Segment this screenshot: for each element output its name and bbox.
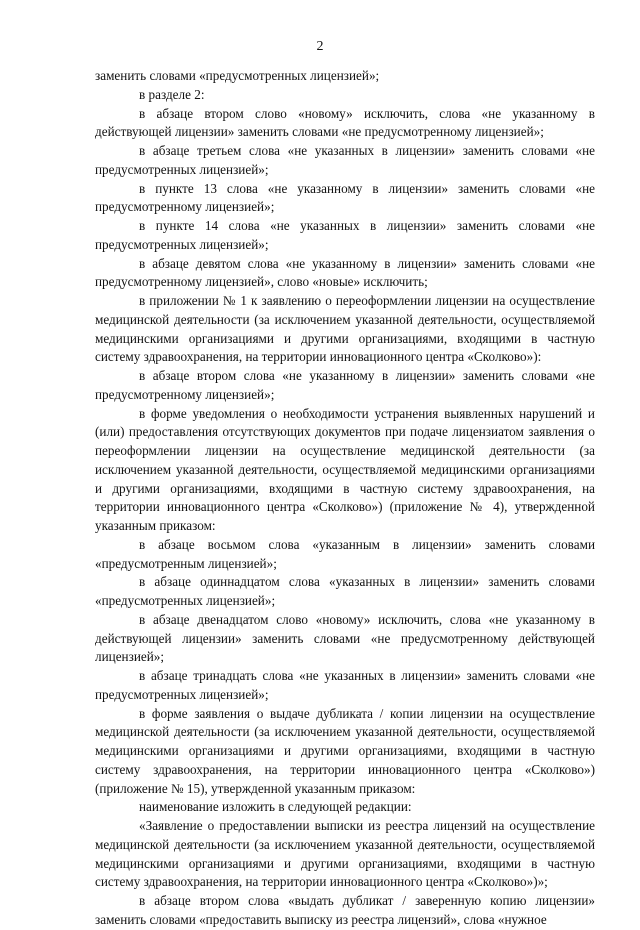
paragraph: наименование изложить в следующей редакции: bbox=[139, 799, 412, 815]
paragraph: в абзаце втором слова «не указанному в лицензии» заменить словами «не предусмотренному лицензией»; bbox=[95, 368, 595, 402]
paragraph: в абзаце тринадцать слова «не указанных в лицензии» заменить словами «не предусмотренных лицензией»; bbox=[95, 668, 595, 702]
paragraph: «Заявление о предоставлении выписки из реестра лицензий на осуществление медицинской деятельности (за исключением указанной деятельности, осуществляемой медицинскими организациями и другими организациями, входящими в частную систему здравоохранения, на территории инновационного центра «Сколково»)»; bbox=[95, 818, 595, 890]
paragraph: в абзаце одиннадцатом слова «указанных в лицензии» заменить словами «предусмотренных лицензией»; bbox=[95, 574, 595, 608]
paragraph: в приложении № 1 к заявлению о переоформлении лицензии на осуществление медицинской деятельности (за исключением указанной деятельности, осуществляемой медицинскими организациями и другими организациями, входящими в частную систему здравоохранения, на территории инновационного центра «Сколково»): bbox=[95, 293, 595, 365]
document-body bbox=[95, 67, 595, 930]
paragraph: в пункте 14 слова «не указанных в лицензии» заменить словами «не предусмотренных лицензией»; bbox=[95, 218, 595, 252]
paragraph: в пункте 13 слова «не указанному в лицензии» заменить словами «не предусмотренному лицензией»; bbox=[95, 180, 595, 215]
paragraph: в абзаце третьем слова «не указанных в лицензии» заменить словами «не предусмотренных лицензией»; bbox=[95, 143, 595, 177]
paragraph: в форме уведомления о необходимости устранения выявленных нарушений и (или) предоставления отсутствующих документов при подаче лицензиатом заявления о переоформлении лицензии на осуществление медицинской деятельности (за исключением указанной деятельности, осуществляемой медицинскими организациями и другими организациями, входящими в частную систему здравоохранения, на территории инновационного центра «Сколково») (приложение № 4), утвержденной указанным приказом: bbox=[95, 405, 595, 533]
paragraph: в разделе 2: bbox=[139, 86, 205, 102]
paragraph: в абзаце двенадцатом слово «новому» исключить, слова «не указанному в действующей лицензии» заменить словами «не предусмотренному действующей лицензией»; bbox=[95, 611, 595, 665]
paragraph: в форме заявления о выдаче дубликата / копии лицензии на осуществление медицинской деятельности (за исключением указанной деятельности, осуществляемой медицинскими организациями и другими организациями, входящими в частную систему здравоохранения, на территории инновационного центра «Сколково») (приложение № 15), утвержденной указанным приказом: bbox=[95, 705, 595, 796]
paragraph: заменить словами «предусмотренных лицензией»; bbox=[95, 68, 380, 83]
paragraph: в абзаце втором слово «новому» исключить, слова «не указанному в действующей лицензии» заменить словами «не предусмотренному лицензией»; bbox=[95, 105, 595, 140]
page-number: 2 bbox=[316, 39, 324, 54]
paragraph: в абзаце втором слова «выдать дубликат / заверенную копию лицензии» заменить словами «предоставить выписку из реестра лицензий», слова «нужное bbox=[95, 893, 595, 927]
paragraph: в абзаце девятом слова «не указанному в лицензии» заменить словами «не предусмотренному лицензией», слово «новые» исключить; bbox=[95, 255, 595, 290]
paragraph: в абзаце восьмом слова «указанным в лицензии» заменить словами «предусмотренным лицензией»; bbox=[95, 536, 595, 571]
